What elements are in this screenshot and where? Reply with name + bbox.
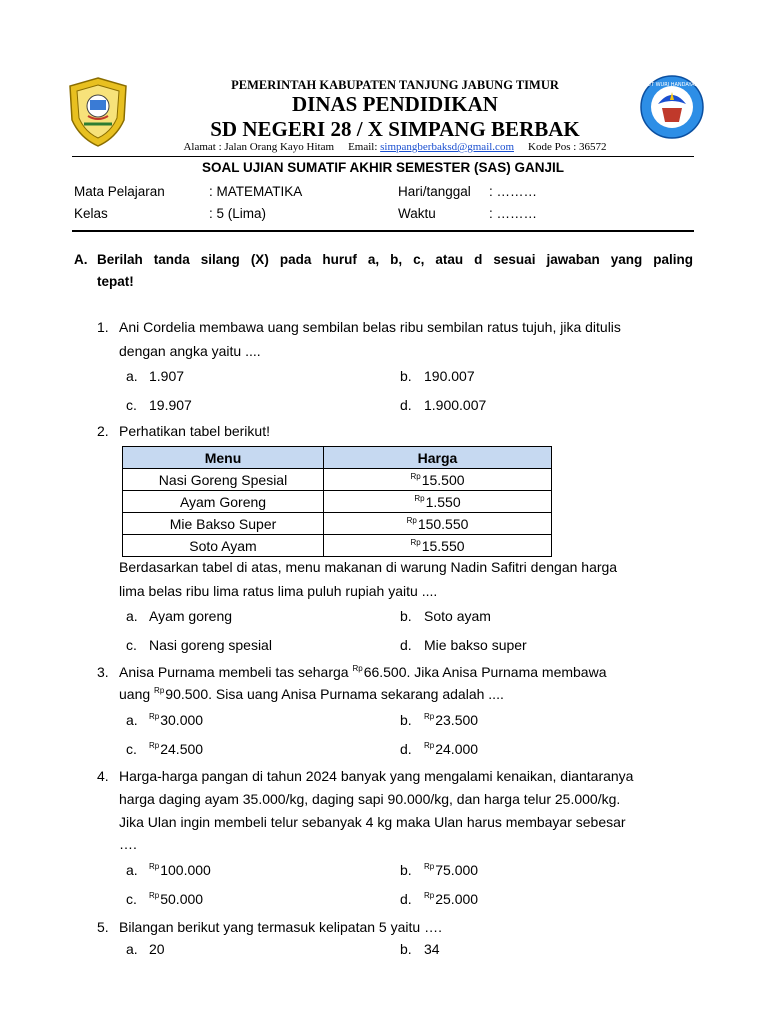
option-letter: b.	[400, 862, 412, 878]
question-4-line4: ….	[119, 836, 137, 852]
question-1-line2: dengan angka yaitu ....	[119, 343, 261, 359]
question-1-line1: Ani Cordelia membawa uang sembilan belas ribu sembilan ratus tujuh, jika ditulis	[119, 319, 621, 335]
question-number: 5.	[97, 919, 109, 935]
question-number: 2.	[97, 423, 109, 439]
option-letter: d.	[400, 397, 412, 413]
table-cell-menu: Mie Bakso Super	[123, 513, 324, 535]
section-letter: A.	[74, 252, 88, 267]
currency-prefix: Rp	[149, 712, 160, 721]
price-value: 1.550	[425, 493, 461, 510]
question-2-line2: Berdasarkan tabel di atas, menu makanan di warung Nadin Safitri dengan harga	[119, 559, 618, 575]
q4-option-c[interactable]	[149, 891, 203, 907]
q1-option-d[interactable]: 1.900.007	[424, 397, 487, 413]
email-label: Email:	[348, 141, 378, 153]
price-value: 150.550	[417, 515, 469, 532]
question-number: 1.	[97, 319, 109, 335]
table-row	[123, 469, 552, 491]
question-5-line1: Bilangan berikut yang termasuk kelipatan 5 yaitu ….	[119, 919, 442, 935]
question-4-line1: Harga-harga pangan di tahun 2024 banyak yang mengalami kenaikan, diantaranya	[119, 768, 634, 784]
info-divider	[72, 230, 694, 232]
header-divider	[72, 156, 694, 157]
q2-option-d[interactable]: Mie bakso super	[424, 637, 527, 653]
logo-motto-text: TUT WURI HANDAYANI	[644, 82, 700, 88]
section-instruction-line2: tepat!	[97, 274, 134, 289]
currency-prefix: Rp	[424, 741, 435, 750]
option-letter: a.	[126, 368, 138, 384]
table-cell-price	[324, 513, 552, 535]
option-value: 24.500	[160, 741, 204, 757]
option-letter: b.	[400, 941, 412, 957]
table-cell-price	[324, 469, 552, 491]
option-value: 25.000	[435, 891, 479, 907]
option-letter: a.	[126, 712, 138, 728]
government-name: PEMERINTAH KABUPATEN TANJUNG JABUNG TIMUR	[231, 78, 559, 92]
time-label: Waktu	[398, 206, 436, 221]
currency-prefix: Rp	[406, 515, 417, 525]
time-value: : ………	[489, 206, 538, 221]
class-label: Kelas	[74, 206, 108, 221]
option-value: 23.500	[435, 712, 479, 728]
q2-option-b[interactable]: Soto ayam	[424, 608, 491, 624]
option-letter: d.	[400, 637, 412, 653]
q3-text: uang	[119, 686, 151, 702]
q3-option-a[interactable]	[149, 712, 203, 728]
question-2-line1: Perhatikan tabel berikut!	[119, 423, 270, 439]
class-value: : 5 (Lima)	[209, 206, 267, 221]
question-number: 3.	[97, 664, 109, 680]
currency-prefix: Rp	[410, 471, 421, 481]
q4-option-a[interactable]	[149, 862, 211, 878]
menu-price-table	[122, 446, 552, 557]
q3-option-d[interactable]	[424, 741, 478, 757]
table-cell-menu: Nasi Goreng Spesial	[123, 469, 324, 491]
table-cell-price	[324, 535, 552, 557]
currency-prefix: Rp	[149, 891, 160, 900]
option-value: 30.000	[160, 712, 204, 728]
table-row	[123, 513, 552, 535]
option-letter: d.	[400, 741, 412, 757]
q3-text: 66.500. Jika Anisa Purnama membawa	[363, 664, 607, 680]
option-letter: c.	[126, 397, 137, 413]
option-value: 75.000	[435, 862, 479, 878]
option-letter: d.	[400, 891, 412, 907]
price-value: 15.550	[421, 537, 465, 554]
table-cell-menu: Soto Ayam	[123, 535, 324, 557]
currency-prefix: Rp	[424, 891, 435, 900]
q1-option-b[interactable]: 190.007	[424, 368, 475, 384]
email-link[interactable]: simpangberbaksd@gmail.com	[380, 141, 514, 153]
option-value: 50.000	[160, 891, 204, 907]
option-letter: c.	[126, 891, 137, 907]
table-header-row	[123, 447, 552, 469]
question-2-line3: lima belas ribu lima ratus lima puluh rupiah yaitu ....	[119, 583, 438, 599]
currency-prefix: Rp	[154, 686, 165, 695]
option-letter: b.	[400, 368, 412, 384]
table-header-menu: Menu	[123, 447, 324, 469]
exam-title: SOAL UJIAN SUMATIF AKHIR SEMESTER (SAS) GANJIL	[201, 160, 565, 175]
department-name: DINAS PENDIDIKAN	[292, 92, 498, 116]
option-value: 24.000	[435, 741, 479, 757]
q4-option-b[interactable]	[424, 862, 478, 878]
q1-option-c[interactable]: 19.907	[149, 397, 192, 413]
school-name: SD NEGERI 28 / X SIMPANG BERBAK	[210, 117, 580, 141]
currency-prefix: Rp	[424, 712, 435, 721]
option-letter: b.	[400, 712, 412, 728]
q2-option-c[interactable]: Nasi goreng spesial	[149, 637, 272, 653]
address-text: Alamat : Jalan Orang Kayo Hitam	[183, 141, 335, 153]
table-header-price: Harga	[324, 447, 552, 469]
q4-option-d[interactable]	[424, 891, 478, 907]
option-letter: b.	[400, 608, 412, 624]
subject-label: Mata Pelajaran	[74, 184, 165, 199]
table-cell-price	[324, 491, 552, 513]
question-3-line2	[119, 686, 504, 702]
currency-prefix: Rp	[414, 493, 425, 503]
question-number: 4.	[97, 768, 109, 784]
question-4-line2: harga daging ayam 35.000/kg, daging sapi 90.000/kg, dan harga telur 25.000/kg.	[119, 791, 621, 807]
q5-option-a[interactable]: 20	[149, 941, 165, 957]
q3-text: Anisa Purnama membeli tas seharga	[119, 664, 349, 680]
day-value: : ………	[489, 184, 538, 199]
option-letter: c.	[126, 741, 137, 757]
table-row	[123, 535, 552, 557]
section-instruction-line1: Berilah tanda silang (X) pada huruf a, b, c, atau d sesuai jawaban yang paling	[97, 252, 693, 267]
q3-text: 90.500. Sisa uang Anisa Purnama sekarang adalah ....	[165, 686, 504, 702]
postal-code: Kode Pos : 36572	[528, 141, 607, 153]
option-letter: c.	[126, 637, 137, 653]
question-4-line3: Jika Ulan ingin membeli telur sebanyak 4 kg maka Ulan harus membayar sebesar	[119, 814, 626, 830]
option-letter: a.	[126, 608, 138, 624]
table-cell-menu: Ayam Goreng	[123, 491, 324, 513]
q1-option-a[interactable]: 1.907	[149, 368, 185, 384]
currency-prefix: Rp	[424, 862, 435, 871]
subject-value: : MATEMATIKA	[209, 184, 303, 199]
option-value: 100.000	[160, 862, 211, 878]
q3-option-c[interactable]	[149, 741, 203, 757]
table-row	[123, 491, 552, 513]
currency-prefix: Rp	[149, 862, 160, 871]
option-letter: a.	[126, 941, 138, 957]
currency-prefix: Rp	[149, 741, 160, 750]
address-line	[0, 141, 768, 153]
currency-prefix: Rp	[352, 664, 363, 673]
option-letter: a.	[126, 862, 138, 878]
q3-option-b[interactable]	[424, 712, 478, 728]
question-3-line1	[119, 664, 607, 680]
q2-option-a[interactable]: Ayam goreng	[149, 608, 233, 624]
currency-prefix: Rp	[410, 537, 421, 547]
q5-option-b[interactable]: 34	[424, 941, 440, 957]
price-value: 15.500	[421, 471, 465, 488]
day-label: Hari/tanggal	[398, 184, 471, 199]
